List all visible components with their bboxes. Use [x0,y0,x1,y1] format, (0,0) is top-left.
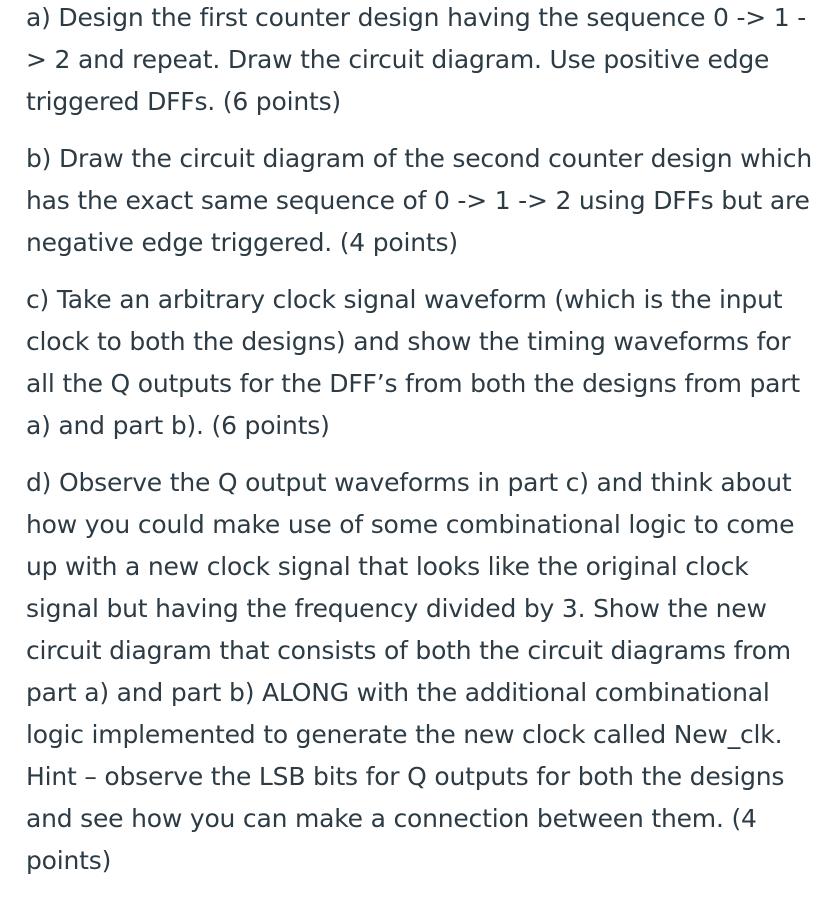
question-part-a: a) Design the first counter design having the sequence 0 -> 1 -> 2 and repeat. Draw the circuit diagram. Use positive edge triggered DFFs. (6 points) [26,3,807,116]
question-part-c: c) Take an arbitrary clock signal waveform (which is the input clock to both the designs) and show the timing waveforms for all the Q outputs for the DFF’s from both the designs from part a) and part b). (6 points) [26,285,800,440]
question-part-d: d) Observe the Q output waveforms in part c) and think about how you could make use of some combinational logic to come up with a new clock signal that looks like the original clock signal but having the frequency divided by 3. Show the new circuit diagram that consists of both the circuit diagrams from part a) and part b) ALONG with the additional combinational logic implemented to generate the new clock called New_clk. Hint – observe the LSB bits for Q outputs for both the designs and see how you can make a connection between them. (4 points) [26,468,795,875]
question-content [26,0,816,897]
question-part-b: b) Draw the circuit diagram of the second counter design which has the exact same sequence of 0 -> 1 -> 2 using DFFs but are negative edge triggered. (4 points) [26,144,812,257]
